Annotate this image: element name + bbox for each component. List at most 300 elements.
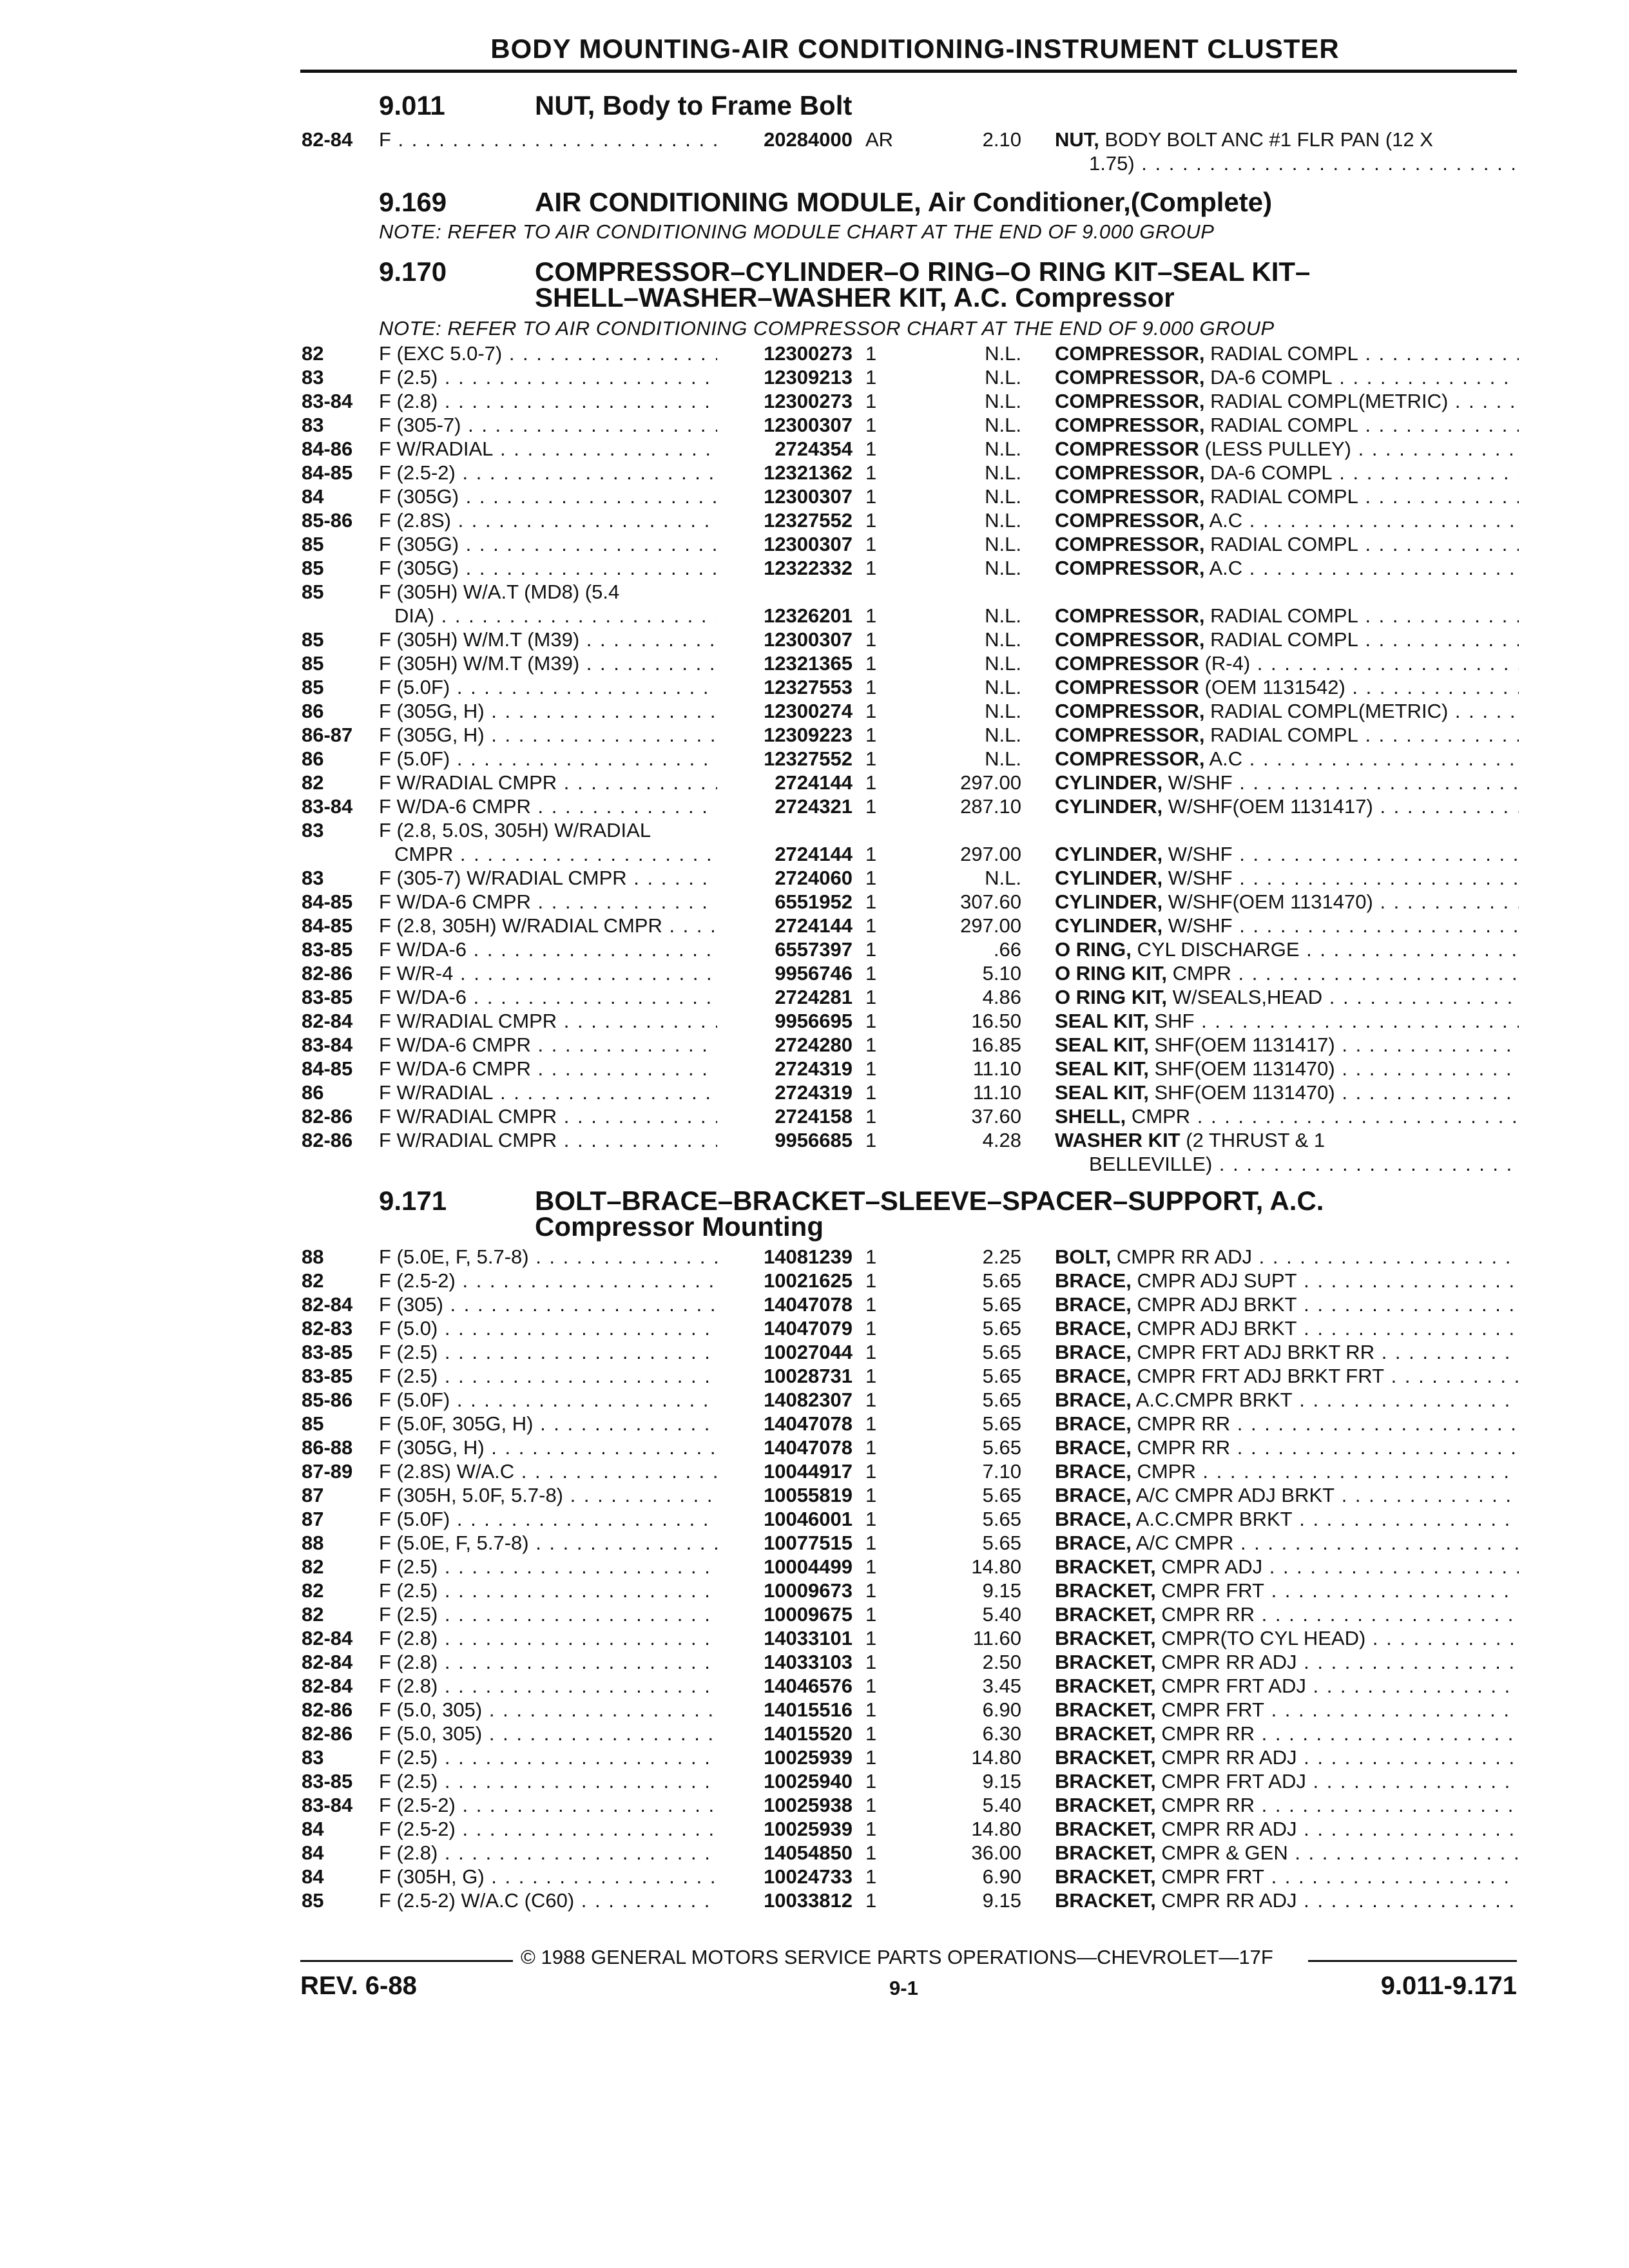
part-row xyxy=(0,842,1629,866)
part-row xyxy=(0,128,1629,151)
part-number: 10021625 xyxy=(764,1269,853,1292)
application: F (2.5) . . . xyxy=(379,365,717,389)
model-year: 82-86 xyxy=(302,1129,353,1151)
application: F (2.8) . . . xyxy=(379,1650,717,1674)
description xyxy=(1055,1245,1519,1269)
part-number: 10046001 xyxy=(764,1508,853,1530)
description-detail: SHF(OEM 1131470) xyxy=(1154,1081,1335,1104)
quantity: AR xyxy=(865,128,894,151)
section-number: 9.011 xyxy=(379,90,445,120)
quantity: 1 xyxy=(865,461,877,484)
part-row xyxy=(0,1316,1629,1340)
part-number: 14033101 xyxy=(764,1627,853,1649)
part-number: 10027044 xyxy=(764,1341,853,1363)
description xyxy=(1055,890,1519,914)
quantity: 1 xyxy=(865,366,877,389)
description-detail: DA-6 COMPL xyxy=(1210,366,1333,389)
list-price: 5.40 xyxy=(982,1794,1021,1816)
description-detail: W/SHF(OEM 1131470) xyxy=(1168,890,1373,913)
description-noun: CYLINDER, xyxy=(1055,795,1163,818)
description-detail: CYL DISCHARGE xyxy=(1137,938,1300,961)
description xyxy=(1055,389,1519,413)
description-detail: A.C.CMPR BRKT xyxy=(1135,1508,1293,1530)
description-noun: COMPRESSOR, xyxy=(1055,390,1205,412)
quantity: 1 xyxy=(865,700,877,722)
application: F (2.8S) . . . xyxy=(379,508,717,532)
description xyxy=(1055,1057,1519,1081)
part-number: 2724144 xyxy=(775,914,853,937)
part-number: 14054850 xyxy=(764,1841,853,1864)
part-row xyxy=(0,1104,1629,1128)
model-year: 82-84 xyxy=(302,1675,353,1697)
model-year: 83 xyxy=(302,819,324,841)
model-year: 84 xyxy=(302,1841,324,1864)
description-noun: BRACKET, xyxy=(1055,1722,1156,1745)
quantity: 1 xyxy=(865,1889,877,1912)
part-number: 2724321 xyxy=(775,795,853,818)
list-price: 5.65 xyxy=(982,1508,1021,1530)
application: F (305G) . . . xyxy=(379,556,717,580)
quantity: 1 xyxy=(865,843,877,865)
application: F W/DA-6 . . . xyxy=(379,985,717,1009)
description-noun: BRACE, xyxy=(1055,1508,1132,1530)
description-detail: CMPR RR xyxy=(1137,1412,1231,1435)
part-row xyxy=(0,1507,1629,1531)
section-number: 9.169 xyxy=(379,187,447,217)
model-year: 86 xyxy=(302,747,324,770)
description xyxy=(1055,1033,1519,1057)
description-noun: SEAL KIT, xyxy=(1055,1081,1149,1104)
part-number: 12322332 xyxy=(764,557,853,579)
application: F W/RADIAL CMPR . . . xyxy=(379,1009,717,1033)
part-number: 2724354 xyxy=(775,437,853,460)
model-year: 83 xyxy=(302,867,324,889)
section-title-line2: Compressor Mounting xyxy=(535,1211,824,1242)
model-year: 82-84 xyxy=(302,128,353,151)
description xyxy=(1055,1316,1519,1340)
description-noun: BRACE, xyxy=(1055,1436,1132,1459)
part-number: 14082307 xyxy=(764,1389,853,1411)
quantity: 1 xyxy=(865,414,877,436)
description-noun: COMPRESSOR, xyxy=(1055,509,1205,532)
list-price: 4.86 xyxy=(982,986,1021,1008)
model-year: 83-85 xyxy=(302,938,353,961)
part-number: 14033103 xyxy=(764,1651,853,1673)
description-detail: RADIAL COMPL xyxy=(1210,628,1358,651)
description-noun: BRACKET, xyxy=(1055,1579,1156,1602)
list-price: 3.45 xyxy=(982,1675,1021,1697)
quantity: 1 xyxy=(865,1651,877,1673)
header-rule xyxy=(300,70,1517,73)
list-price: N.L. xyxy=(985,366,1021,389)
description xyxy=(1055,1674,1519,1698)
description-detail: CMPR xyxy=(1137,1460,1196,1483)
part-row xyxy=(0,1293,1629,1316)
part-number: 14047078 xyxy=(764,1436,853,1459)
section-note: NOTE: REFER TO AIR CONDITIONING MODULE CHART AT THE END OF 9.000 GROUP xyxy=(379,220,1215,243)
footer-rule-left xyxy=(300,1960,513,1962)
part-row xyxy=(0,747,1629,771)
quantity: 1 xyxy=(865,1317,877,1340)
part-number: 2724158 xyxy=(775,1105,853,1128)
model-year: 85 xyxy=(302,581,324,603)
description-detail: W/SEALS,HEAD xyxy=(1172,986,1323,1008)
description-detail: CMPR RR ADJ xyxy=(1161,1651,1297,1673)
description-noun: BRACKET, xyxy=(1055,1555,1156,1578)
part-row xyxy=(0,1698,1629,1722)
application: F W/DA-6 CMPR . . . xyxy=(379,1033,717,1057)
description-detail: CMPR ADJ xyxy=(1161,1555,1263,1578)
list-price: 5.65 xyxy=(982,1412,1021,1435)
part-number: 10028731 xyxy=(764,1365,853,1387)
footer-revision: REV. 6-88 xyxy=(300,1972,417,2000)
description xyxy=(1055,1555,1519,1579)
quantity: 1 xyxy=(865,1057,877,1080)
description-detail: A.C xyxy=(1209,747,1243,770)
model-year: 85-86 xyxy=(302,509,353,532)
list-price: 36.00 xyxy=(971,1841,1021,1864)
application: F (EXC 5.0-7) . . . xyxy=(379,341,717,365)
part-row xyxy=(0,651,1629,675)
description-detail: RADIAL COMPL xyxy=(1210,342,1358,365)
description xyxy=(1055,1817,1519,1841)
part-row xyxy=(0,604,1629,628)
part-row xyxy=(0,1650,1629,1674)
list-price: 4.28 xyxy=(982,1129,1021,1151)
description xyxy=(1055,771,1519,794)
model-year: 83-84 xyxy=(302,795,353,818)
application: F (2.5) . . . xyxy=(379,1769,717,1793)
model-year: 84 xyxy=(302,1818,324,1840)
part-number: 12309223 xyxy=(764,724,853,746)
model-year: 87 xyxy=(302,1484,324,1506)
list-price: N.L. xyxy=(985,509,1021,532)
description-noun: BRACKET, xyxy=(1055,1746,1156,1769)
list-price: 5.65 xyxy=(982,1317,1021,1340)
model-year: 86 xyxy=(302,1081,324,1104)
part-row xyxy=(0,1745,1629,1769)
list-price: 37.60 xyxy=(971,1105,1021,1128)
list-price: 2.50 xyxy=(982,1651,1021,1673)
section-note: NOTE: REFER TO AIR CONDITIONING COMPRESSOR CHART AT THE END OF 9.000 GROUP xyxy=(379,317,1275,340)
list-price: N.L. xyxy=(985,557,1021,579)
model-year: 82 xyxy=(302,1579,324,1602)
description xyxy=(1055,1626,1519,1650)
model-year: 82 xyxy=(302,1269,324,1292)
description-noun: COMPRESSOR, xyxy=(1055,414,1205,436)
description-noun: SHELL, xyxy=(1055,1105,1126,1128)
description-detail: CMPR(TO CYL HEAD) xyxy=(1161,1627,1366,1649)
part-number: 10025939 xyxy=(764,1818,853,1840)
application: F (2.5) . . . xyxy=(379,1364,717,1388)
part-number: 9956746 xyxy=(775,962,853,985)
part-number: 2724144 xyxy=(775,843,853,865)
description-detail: RADIAL COMPL xyxy=(1210,604,1358,627)
description xyxy=(1055,604,1519,628)
part-row xyxy=(0,365,1629,389)
application-continued: DIA) . . . xyxy=(394,604,717,628)
model-year: 82 xyxy=(302,771,324,794)
model-year: 82-83 xyxy=(302,1317,353,1340)
application: F W/RADIAL CMPR . . . xyxy=(379,1104,717,1128)
description-detail: (R-4) xyxy=(1204,652,1251,675)
list-price: 2.25 xyxy=(982,1245,1021,1268)
part-number: 10009673 xyxy=(764,1579,853,1602)
application: F (2.5) . . . xyxy=(379,1602,717,1626)
application: F (305H) W/M.T (M39) . . . xyxy=(379,651,717,675)
footer-section-range: 9.011-9.171 xyxy=(1380,1972,1517,2000)
quantity: 1 xyxy=(865,1033,877,1056)
part-number: 12327552 xyxy=(764,509,853,532)
description-detail: (2 THRUST & 1 xyxy=(1186,1129,1325,1151)
part-number: 2724319 xyxy=(775,1081,853,1104)
description-noun: COMPRESSOR, xyxy=(1055,557,1205,579)
model-year: 87-89 xyxy=(302,1460,353,1483)
list-price: 14.80 xyxy=(971,1818,1021,1840)
footer-rule-right xyxy=(1308,1960,1517,1962)
description-detail: A.C.CMPR BRKT xyxy=(1135,1389,1293,1411)
application: F . . . xyxy=(379,128,717,151)
application: F (305G) . . . xyxy=(379,485,717,508)
quantity: 1 xyxy=(865,1105,877,1128)
list-price: N.L. xyxy=(985,676,1021,698)
quantity: 1 xyxy=(865,890,877,913)
part-row xyxy=(0,937,1629,961)
description-noun: BRACE, xyxy=(1055,1389,1132,1411)
part-number: 10009675 xyxy=(764,1603,853,1626)
description xyxy=(1055,866,1519,890)
model-year: 83-85 xyxy=(302,986,353,1008)
application: F W/RADIAL . . . xyxy=(379,437,717,461)
description-noun: BRACKET, xyxy=(1055,1794,1156,1816)
description xyxy=(1055,1793,1519,1817)
description-detail: CMPR RR ADJ xyxy=(1161,1889,1297,1912)
list-price: 5.65 xyxy=(982,1365,1021,1387)
description xyxy=(1055,723,1519,747)
description-detail: CMPR RR ADJ xyxy=(1161,1746,1297,1769)
part-row xyxy=(0,1888,1629,1912)
application: F W/RADIAL CMPR . . . xyxy=(379,771,717,794)
part-row xyxy=(0,532,1629,556)
description-noun: BRACE, xyxy=(1055,1269,1132,1292)
application: F (305G, H) . . . xyxy=(379,723,717,747)
part-row xyxy=(0,628,1629,651)
description-detail: SHF(OEM 1131470) xyxy=(1154,1057,1335,1080)
application: F W/DA-6 CMPR . . . xyxy=(379,890,717,914)
description-noun: COMPRESSOR xyxy=(1055,437,1199,460)
quantity: 1 xyxy=(865,1794,877,1816)
description-detail: RADIAL COMPL xyxy=(1210,414,1358,436)
description-detail: W/SHF xyxy=(1168,914,1233,937)
description xyxy=(1055,1769,1519,1793)
part-number: 10025938 xyxy=(764,1794,853,1816)
model-year: 82 xyxy=(302,342,324,365)
part-number: 2724060 xyxy=(775,867,853,889)
description-noun: BRACKET, xyxy=(1055,1841,1156,1864)
description-noun: COMPRESSOR, xyxy=(1055,533,1205,555)
model-year: 85 xyxy=(302,628,324,651)
description-noun: COMPRESSOR, xyxy=(1055,724,1205,746)
part-row xyxy=(0,413,1629,437)
list-price: N.L. xyxy=(985,747,1021,770)
model-year: 83 xyxy=(302,1746,324,1769)
description-noun: COMPRESSOR xyxy=(1055,676,1199,698)
description xyxy=(1055,461,1519,485)
description xyxy=(1055,1081,1519,1104)
description xyxy=(1055,1602,1519,1626)
description xyxy=(1055,1507,1519,1531)
part-row xyxy=(0,794,1629,818)
description-noun: BRACE, xyxy=(1055,1460,1132,1483)
application: F (305H, 5.0F, 5.7-8) . . . xyxy=(379,1483,717,1507)
part-number: 2724280 xyxy=(775,1033,853,1056)
list-price: 14.80 xyxy=(971,1555,1021,1578)
description-noun: CYLINDER, xyxy=(1055,914,1163,937)
description-noun: BRACKET, xyxy=(1055,1818,1156,1840)
description xyxy=(1055,1412,1519,1436)
quantity: 1 xyxy=(865,1865,877,1888)
quantity: 1 xyxy=(865,1532,877,1554)
part-number: 12300307 xyxy=(764,533,853,555)
application: F (5.0F) . . . xyxy=(379,747,717,771)
part-row xyxy=(0,1033,1629,1057)
part-row xyxy=(0,1412,1629,1436)
part-row xyxy=(0,1865,1629,1888)
description xyxy=(1055,437,1519,461)
model-year: 84 xyxy=(302,485,324,508)
list-price: 5.65 xyxy=(982,1269,1021,1292)
application: F (2.8, 305H) W/RADIAL CMPR . . . xyxy=(379,914,717,937)
part-number: 9956685 xyxy=(775,1129,853,1151)
description-noun: CYLINDER, xyxy=(1055,890,1163,913)
list-price: N.L. xyxy=(985,414,1021,436)
quantity: 1 xyxy=(865,1365,877,1387)
quantity: 1 xyxy=(865,1746,877,1769)
description xyxy=(1055,1459,1519,1483)
part-row xyxy=(0,1793,1629,1817)
description xyxy=(1055,1698,1519,1722)
quantity: 1 xyxy=(865,604,877,627)
part-number: 12300307 xyxy=(764,414,853,436)
description-noun: COMPRESSOR xyxy=(1055,652,1199,675)
application: F (5.0F) . . . xyxy=(379,1388,717,1412)
quantity: 1 xyxy=(865,1722,877,1745)
part-number: 10004499 xyxy=(764,1555,853,1578)
description xyxy=(1055,1722,1519,1745)
list-price: 11.10 xyxy=(972,1081,1021,1104)
quantity: 1 xyxy=(865,557,877,579)
quantity: 1 xyxy=(865,1627,877,1649)
part-number: 14047078 xyxy=(764,1293,853,1316)
model-year: 83-85 xyxy=(302,1341,353,1363)
description-detail: CMPR FRT xyxy=(1161,1698,1264,1721)
description xyxy=(1055,556,1519,580)
list-price: 6.90 xyxy=(982,1698,1021,1721)
quantity: 1 xyxy=(865,652,877,675)
part-number: 12300307 xyxy=(764,628,853,651)
quantity: 1 xyxy=(865,509,877,532)
model-year: 86-87 xyxy=(302,724,353,746)
model-year: 83-84 xyxy=(302,1794,353,1816)
application: F (5.0F) . . . xyxy=(379,1507,717,1531)
part-row xyxy=(0,1364,1629,1388)
model-year: 82-84 xyxy=(302,1651,353,1673)
model-year: 82-86 xyxy=(302,1722,353,1745)
list-price: 297.00 xyxy=(960,771,1021,794)
quantity: 1 xyxy=(865,1293,877,1316)
quantity: 1 xyxy=(865,1818,877,1840)
part-row xyxy=(0,1483,1629,1507)
description-noun: BRACKET, xyxy=(1055,1770,1156,1792)
application: F W/RADIAL . . . xyxy=(379,1081,717,1104)
description-detail: SHF xyxy=(1154,1010,1195,1032)
model-year: 88 xyxy=(302,1245,324,1268)
description-noun: BRACKET, xyxy=(1055,1698,1156,1721)
description-detail: CMPR FRT ADJ BRKT RR xyxy=(1137,1341,1375,1363)
part-row xyxy=(0,1269,1629,1293)
description-detail: CMPR FRT ADJ xyxy=(1161,1675,1306,1697)
list-price: N.L. xyxy=(985,461,1021,484)
description xyxy=(1055,1579,1519,1602)
list-price: 297.00 xyxy=(960,843,1021,865)
description-detail: CMPR RR ADJ xyxy=(1116,1245,1253,1268)
description xyxy=(1055,128,1519,151)
part-number: 14047079 xyxy=(764,1317,853,1340)
description-noun: COMPRESSOR, xyxy=(1055,485,1205,508)
section-title: COMPRESSOR–CYLINDER–O RING–O RING KIT–SEAL KIT– xyxy=(535,256,1311,287)
quantity: 1 xyxy=(865,1675,877,1697)
description-detail: CMPR FRT ADJ BRKT FRT xyxy=(1137,1365,1385,1387)
description xyxy=(1055,1865,1519,1888)
description-noun: O RING, xyxy=(1055,938,1132,961)
list-price: N.L. xyxy=(985,485,1021,508)
description xyxy=(1055,937,1519,961)
list-price: 287.10 xyxy=(960,795,1021,818)
description-detail: DA-6 COMPL xyxy=(1210,461,1333,484)
model-year: 85-86 xyxy=(302,1389,353,1411)
section-number: 9.170 xyxy=(379,256,447,287)
description-detail: CMPR RR xyxy=(1161,1603,1255,1626)
description xyxy=(1055,1841,1519,1865)
list-price: N.L. xyxy=(985,604,1021,627)
application: F (5.0E, F, 5.7-8) . . . xyxy=(379,1245,717,1269)
part-number: 12300273 xyxy=(764,390,853,412)
list-price: 2.10 xyxy=(982,128,1021,151)
description xyxy=(1055,961,1519,985)
model-year: 83-84 xyxy=(302,390,353,412)
description-detail: (LESS PULLEY) xyxy=(1204,437,1351,460)
model-year: 86-88 xyxy=(302,1436,353,1459)
model-year: 88 xyxy=(302,1532,324,1554)
part-row xyxy=(0,723,1629,747)
list-price: 5.65 xyxy=(982,1389,1021,1411)
list-price: 16.85 xyxy=(971,1033,1021,1056)
part-row xyxy=(0,914,1629,937)
model-year: 85 xyxy=(302,676,324,698)
application: F (2.8) . . . xyxy=(379,389,717,413)
part-row xyxy=(0,961,1629,985)
model-year: 84-86 xyxy=(302,437,353,460)
part-row xyxy=(0,890,1629,914)
list-price: N.L. xyxy=(985,724,1021,746)
part-number: 9956695 xyxy=(775,1010,853,1032)
list-price: .66 xyxy=(993,938,1021,961)
application: F (2.5-2) . . . xyxy=(379,1269,717,1293)
description-detail: BODY BOLT ANC #1 FLR PAN (12 X xyxy=(1104,128,1433,151)
description-detail: SHF(OEM 1131417) xyxy=(1154,1033,1335,1056)
list-price: N.L. xyxy=(985,628,1021,651)
description xyxy=(1055,794,1519,818)
